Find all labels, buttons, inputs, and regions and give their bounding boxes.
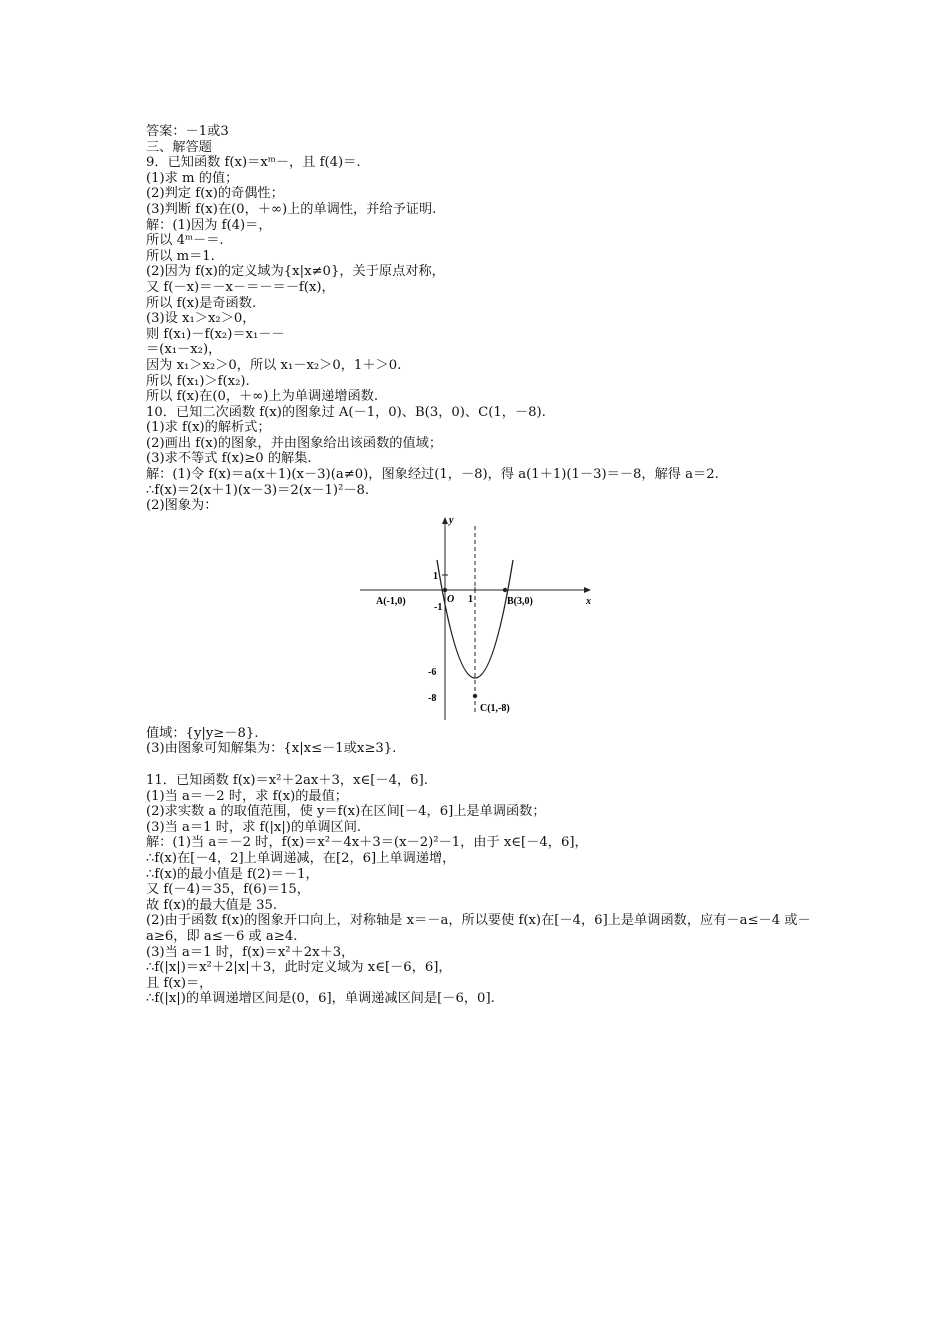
problem-10-part-1: (1)求 f(x)的解析式； (146, 420, 271, 436)
problem-10-statement: 10．已知二次函数 f(x)的图象过 A(－1，0)、B(3，0)、C(1，－8). (146, 404, 546, 420)
tick-label-y-neg6: -6 (428, 666, 437, 678)
problem-9-part-3: (3)判断 f(x)在(0，＋∞)上的单调性，并给予证明. (146, 201, 437, 217)
solution-line: ∴f(|x|)的单调递增区间是(0，6]，单调递减区间是[－6，0]. (146, 991, 495, 1007)
document-body (146, 124, 814, 1007)
solution-line: ∴f(x)＝2(x＋1)(x－3)＝2(x－1)²－8. (146, 482, 370, 498)
problem-11-statement: 11．已知函数 f(x)＝x²＋2ax＋3，x∈[－4，6]. (146, 773, 428, 789)
point-b-marker (503, 588, 507, 592)
problem-11-part-1: (1)当 a＝－2 时，求 f(x)的最值； (146, 788, 348, 804)
problem-9-part-2: (2)判定 f(x)的奇偶性； (146, 186, 284, 202)
problem-9-part-1: (1)求 m 的值； (146, 170, 239, 186)
x-axis-label: x (586, 595, 591, 607)
parabola-figure (146, 514, 814, 726)
tick-label-y-neg8: -8 (428, 692, 437, 704)
solution-line: ∴f(|x|)＝x²＋2|x|＋3，此时定义域为 x∈[－6，6]， (146, 960, 452, 976)
solution-line: 解：(1)令 f(x)＝a(x＋1)(x－3)(a≠0)，图象经过(1，－8)，得 a(1＋1)(1－3)＝－8，解得 a＝2. (146, 467, 719, 483)
solution-line: 所以 m＝1. (146, 248, 215, 264)
solution-line: 解：(1)当 a＝－2 时，f(x)＝x²－4x＋3＝(x－2)²－1，由于 x∈[－4，6]， (146, 835, 588, 851)
point-a-label: A(-1,0) (376, 595, 406, 607)
solution-line: 因为 x₁＞x₂＞0，所以 x₁－x₂＞0，1＋＞0. (146, 357, 402, 373)
point-c-marker (473, 694, 477, 698)
tick-label-x-1: 1 (468, 593, 473, 605)
solution-line: (2)由于函数 f(x)的图象开口向上，对称轴是 x＝－a，所以要使 f(x)在[－4，6]上是单调函数，应有－a≤－4 或－a≥6，即 a≤－6 或 a≥4. (146, 913, 811, 944)
spacer (146, 757, 814, 773)
solution-line: (2)图象为： (146, 498, 218, 514)
point-c-label: C(1,-8) (480, 702, 510, 714)
solution-line: 所以 4ᵐ－＝. (146, 233, 224, 249)
problem-10-part-3: (3)求不等式 f(x)≥0 的解集. (146, 451, 312, 467)
solution-line: ∴f(x)的最小值是 f(2)＝－1， (146, 866, 319, 882)
solution-line: 又 f(－x)＝－x－＝－＝－f(x)， (146, 279, 335, 295)
solution-line: 所以 f(x₁)＞f(x₂). (146, 373, 250, 389)
parabola-graph (360, 514, 600, 722)
problem-10-part-2: (2)画出 f(x)的图象，并由图象给出该函数的值域； (146, 435, 443, 451)
tick-label-y-1: 1 (433, 570, 438, 582)
section-heading: 三、解答题 (146, 139, 212, 155)
solution-line: 解：(1)因为 f(4)＝， (146, 217, 272, 233)
solution-line: (3)设 x₁＞x₂＞0， (146, 311, 256, 327)
solution-line: ＝(x₁－x₂)， (146, 342, 222, 358)
solution-set-line: (3)由图象可知解集为：{x|x≤－1或x≥3}. (146, 741, 397, 757)
origin-label: O (447, 593, 455, 605)
solution-line: 且 f(x)＝， (146, 975, 213, 991)
solution-line: 所以 f(x)是奇函数. (146, 295, 257, 311)
answer-line: 答案：－1或3 (146, 124, 229, 139)
point-b-label: B(3,0) (507, 595, 533, 607)
problem-11-part-2: (2)求实数 a 的取值范围，使 y＝f(x)在区间[－4，6]上是单调函数； (146, 804, 546, 820)
solution-line: (3)当 a＝1 时，f(x)＝x²＋2x＋3， (146, 944, 355, 960)
section-11-text (146, 773, 814, 1007)
y-axis-label: y (449, 514, 454, 526)
problem-11-part-3: (3)当 a＝1 时，求 f(|x|)的单调区间. (146, 819, 362, 835)
range-line: 值域：{y|y≥－8}. (146, 725, 259, 741)
solution-line: (2)因为 f(x)的定义域为{x|x≠0}，关于原点对称， (146, 264, 445, 280)
section-9-10-text (146, 124, 814, 514)
solution-line: 又 f(－4)＝35，f(6)＝15， (146, 882, 310, 898)
solution-line: 则 f(x₁)－f(x₂)＝x₁－－ (146, 326, 285, 342)
tick-label-y-neg1: -1 (434, 601, 443, 613)
point-a-marker (443, 588, 447, 592)
solution-line: ∴f(x)在[－4，2]上单调递减，在[2，6]上单调递增， (146, 851, 456, 866)
solution-line: 故 f(x)的最大值是 35. (146, 897, 278, 913)
section-10-result (146, 726, 814, 757)
solution-line: 所以 f(x)在(0，＋∞)上为单调递增函数. (146, 389, 379, 405)
problem-9-statement: 9．已知函数 f(x)＝xᵐ－，且 f(4)＝. (146, 155, 361, 171)
